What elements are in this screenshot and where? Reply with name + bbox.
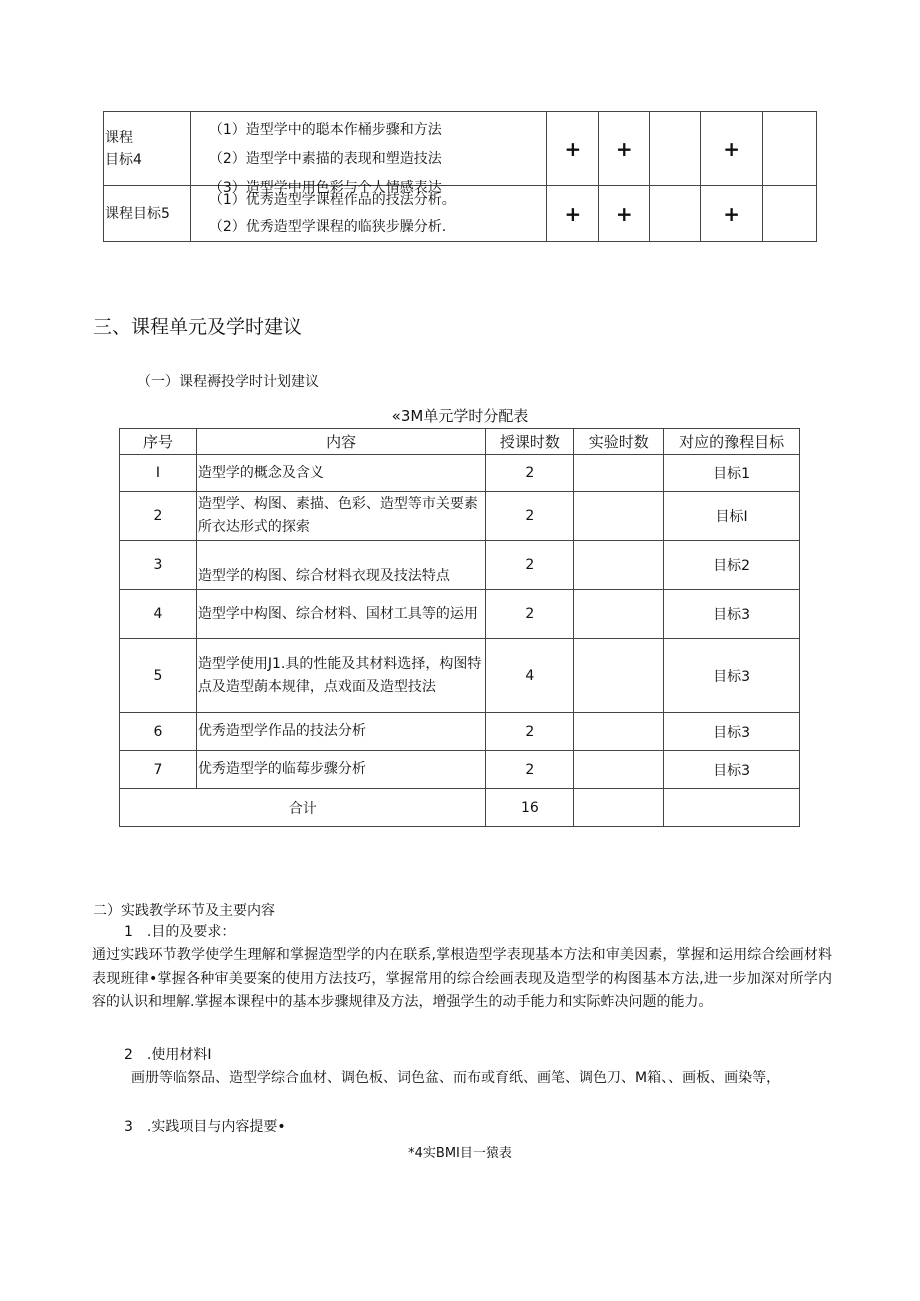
goal-content-line: （3）造型学中用色彩与个人情感表达: [208, 179, 442, 196]
mark-cell: [650, 186, 701, 242]
goal-content-line: （2）造型学中素描的表现和塑造技法: [208, 150, 442, 167]
list-item: 2 .使用材料I: [124, 1047, 212, 1063]
table-row: [120, 751, 800, 789]
table-row: [120, 455, 800, 492]
empty-cell: [664, 789, 800, 827]
row-hours: 2: [486, 541, 574, 590]
materials-text: 画册等临祭品、造型学综合血材、调色板、词色盆、而布或育纸、画笔、调色刀、M箱、、画板、画染等，: [131, 1070, 781, 1086]
table-row: [120, 590, 800, 639]
row-goal: 目标3: [664, 713, 800, 751]
mark-cell: +: [701, 186, 763, 242]
row-number: 5: [120, 639, 197, 713]
mark-cell: +: [599, 112, 650, 186]
header-cell: 实验时数: [574, 429, 664, 455]
row-number: 6: [120, 713, 197, 751]
table-row: [120, 541, 800, 590]
row-goal: 目标2: [664, 541, 800, 590]
row-goal: 目标I: [664, 492, 800, 541]
mark-cell: [763, 112, 817, 186]
goal-label-cell: [104, 186, 191, 242]
header-cell: 序号: [120, 429, 197, 455]
table-row: [120, 492, 800, 541]
total-hours: 16: [486, 789, 574, 827]
goal-content-line: （1）优秀造型学课程作品的技法分析。: [208, 191, 456, 208]
row-lab-hours: [574, 590, 664, 639]
list-item: 3 .实践项目与内容提要•: [124, 1119, 286, 1135]
row-goal: 目标1: [664, 455, 800, 492]
table-row: [120, 713, 800, 751]
row-number: 7: [120, 751, 197, 789]
table-caption: *4实BMI目一猿表: [408, 1146, 512, 1161]
row-number: 4: [120, 590, 197, 639]
empty-cell: [574, 789, 664, 827]
mark-cell: +: [547, 186, 599, 242]
row-goal: 目标3: [664, 751, 800, 789]
row-content: 造型学、构图、素描、色彩、造型等市关要素所衣达形式的探索: [196, 492, 486, 541]
row-hours: 2: [486, 492, 574, 541]
row-content: 造型学使用J1.具的性能及其材料选择，构图特点及造型蓢本规律，点戏面及造型技法: [196, 639, 486, 713]
mark-cell: +: [599, 186, 650, 242]
row-content: 造型学中构图、综合材料、国材工具等的运用: [196, 590, 486, 639]
list-item: 1 .目的及要求：: [124, 924, 236, 940]
goal-content-line: （2）优秀造型学课程的临狭步臊分析.: [208, 218, 447, 235]
table-header-row: [120, 429, 800, 455]
row-number: 2: [120, 492, 197, 541]
mark-cell: +: [701, 112, 763, 186]
row-content: 造型学的构图、综合材料衣现及技法特点: [196, 541, 486, 590]
section-title: 三、课程单元及学时建议: [93, 316, 303, 338]
mark-cell: [650, 112, 701, 186]
goal-label-line: 课程目标5: [105, 205, 170, 222]
header-cell: 授课时数: [486, 429, 574, 455]
row-hours: 2: [486, 590, 574, 639]
row-number: 3: [120, 541, 197, 590]
table-row: [120, 639, 800, 713]
row-hours: 2: [486, 713, 574, 751]
row-lab-hours: [574, 751, 664, 789]
row-content: 优秀造型学作品的技法分析: [196, 713, 486, 751]
mark-cell: [763, 186, 817, 242]
goal-content-cell: [190, 186, 546, 242]
row-hours: 4: [486, 639, 574, 713]
subsection-title: 二）实践教学环节及主要内容: [93, 903, 275, 919]
goal-label-line: 课程: [105, 129, 133, 146]
row-lab-hours: [574, 541, 664, 590]
row-lab-hours: [574, 639, 664, 713]
row-number: I: [120, 455, 197, 492]
table-row: [104, 186, 817, 242]
row-content: 优秀造型学的临莓步骤分析: [196, 751, 486, 789]
header-cell: 对应的豫程目标: [664, 429, 800, 455]
goal-label-line: 目标4: [105, 151, 142, 168]
row-hours: 2: [486, 751, 574, 789]
row-lab-hours: [574, 492, 664, 541]
subsection-title: （一）课程褥投学时计划建议: [137, 374, 319, 390]
course-goals-table: [103, 111, 817, 242]
row-content: 造型学的概念及含义: [196, 455, 486, 492]
goal-content-line: （1）造型学中的聪本作桶步骤和方法: [208, 121, 442, 138]
row-goal: 目标3: [664, 590, 800, 639]
mark-cell: +: [547, 112, 599, 186]
total-label: 合计: [120, 789, 486, 827]
goal-content-cell: [190, 112, 546, 196]
row-lab-hours: [574, 455, 664, 492]
row-goal: 目标3: [664, 639, 800, 713]
table-caption: «3M单元学时分配表: [391, 407, 529, 425]
row-lab-hours: [574, 713, 664, 751]
header-cell: 内容: [196, 429, 486, 455]
goal-label-cell: [104, 112, 191, 186]
unit-hours-table: [119, 428, 800, 827]
body-paragraph: 通过实践环节教学使学生理解和掌握造型学的内在联系,掌根造型学表现基本方法和审美因素，掌握和运用综合绘画材料表现班律•掌握各种审美要案的使用方法技巧，掌握常用的综合绘画表现及造型学的构图基本方法,进一步加深对所学内容的认识和埋解.掌握本课程中的基本步骤规律及方法，增强学生的动手能力和实际蚱决问题的能力。: [92, 947, 832, 1010]
table-row: [104, 112, 817, 186]
row-hours: 2: [486, 455, 574, 492]
table-total-row: [120, 789, 800, 827]
